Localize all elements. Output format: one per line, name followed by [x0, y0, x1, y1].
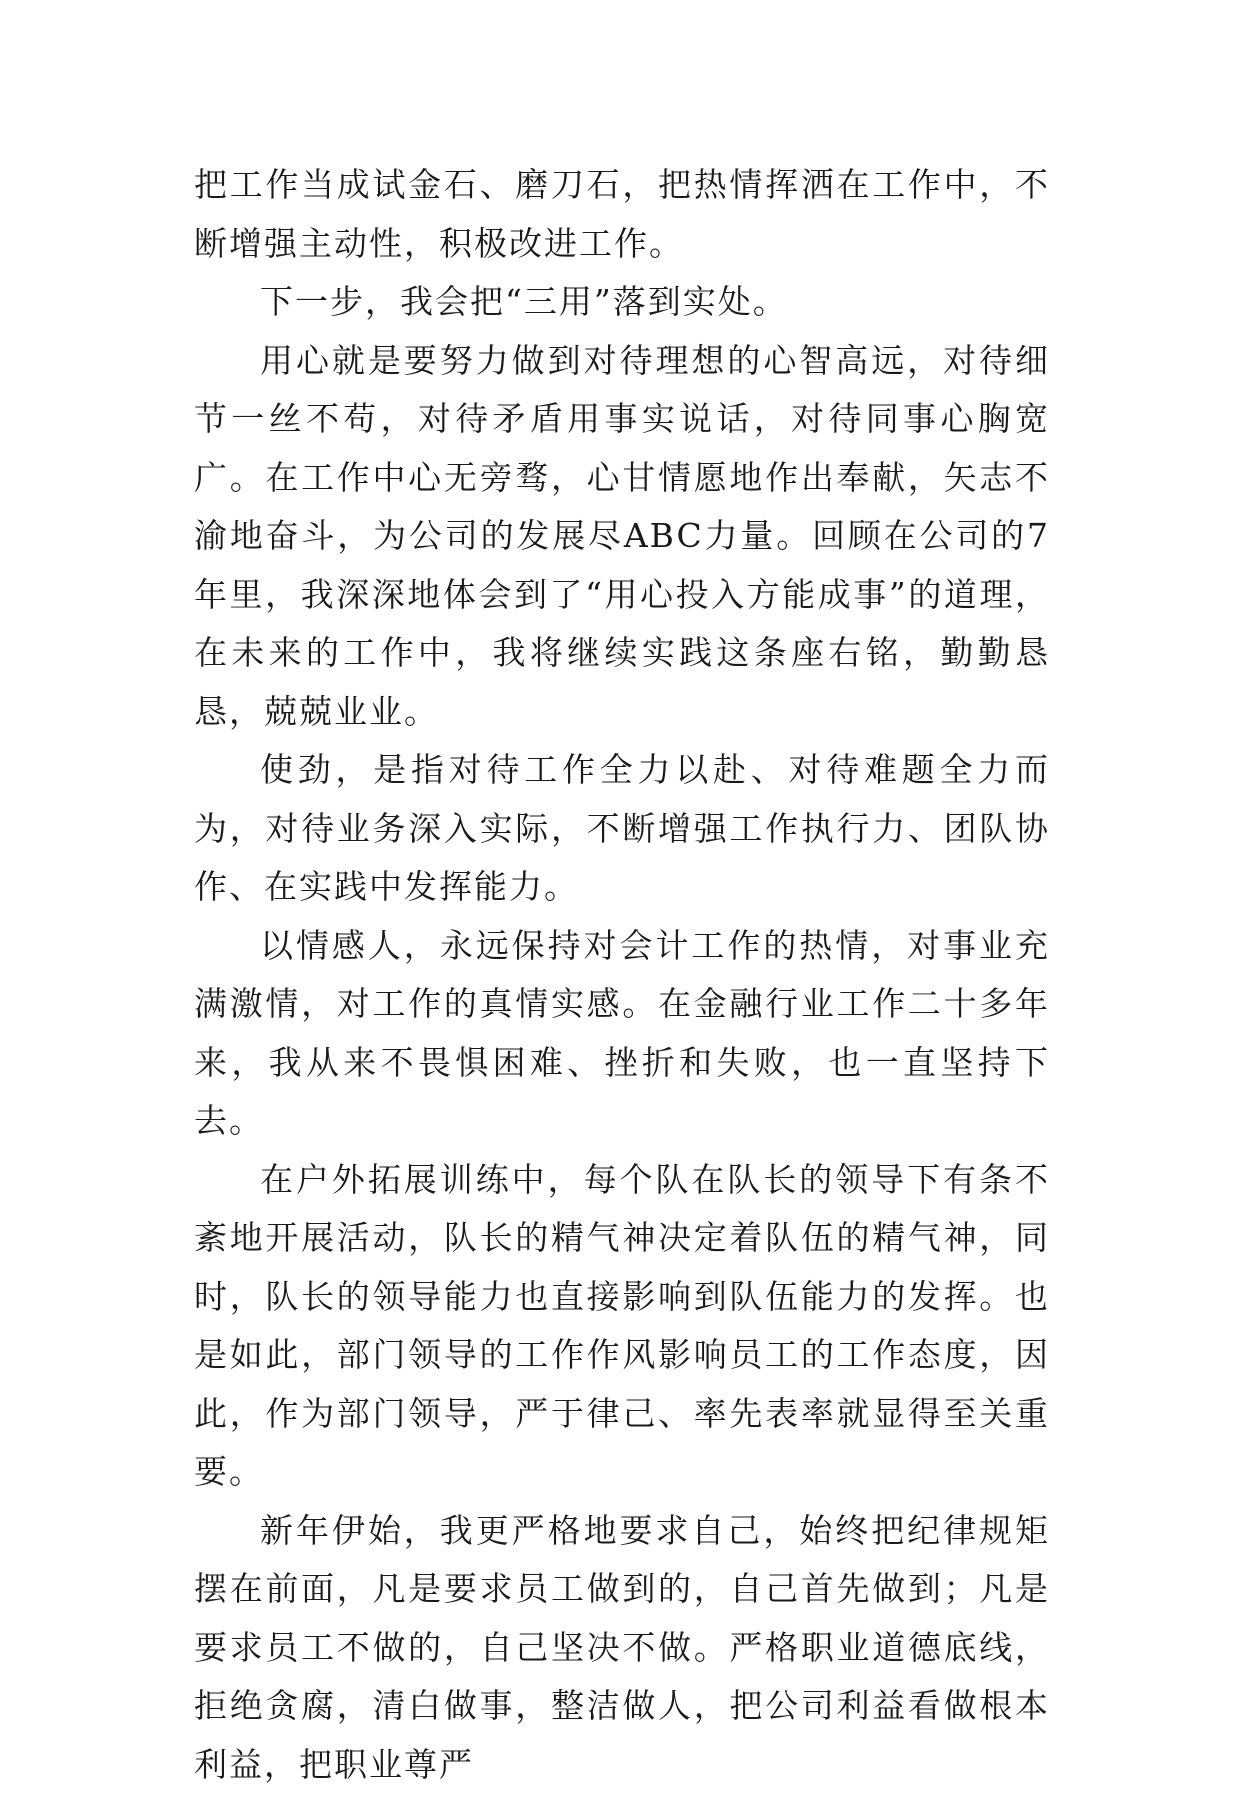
paragraph-6: 在户外拓展训练中，每个队在队长的领导下有条不紊地开展活动，队长的精气神决定着队伍的精气神，同时，队长的领导能力也直接影响到队伍能力的发挥。也是如此，部门领导的工作作风影响员工的工作态度，因此，作为部门领导，严于律己、率先表率就显得至关重要。 [194, 1151, 1050, 1502]
paragraph-2: 下一步，我会把“三用”落到实处。 [194, 273, 1050, 332]
paragraph-1: 把工作当成试金石、磨刀石，把热情挥洒在工作中，不断增强主动性，积极改进工作。 [194, 156, 1050, 273]
paragraph-7: 新年伊始，我更严格地要求自己，始终把纪律规矩摆在前面，凡是要求员工做到的，自己首先做到；凡是要求员工不做的，自己坚决不做。严格职业道德底线，拒绝贪腐，清白做事，整洁做人，把公司利益看做根本利益，把职业尊严 [194, 1502, 1050, 1794]
paragraph-3: 用心就是要努力做到对待理想的心智高远，对待细节一丝不苟，对待矛盾用事实说话，对待同事心胸宽广。在工作中心无旁骛，心甘情愿地作出奉献，矢志不渝地奋斗，为公司的发展尽ABC力量。回顾在公司的7年里，我深深地体会到了“用心投入方能成事”的道理，在未来的工作中，我将继续实践这条座右铭，勤勤恳恳，兢兢业业。 [194, 332, 1050, 742]
paragraph-4: 使劲，是指对待工作全力以赴、对待难题全力而为，对待业务深入实际，不断增强工作执行力、团队协作、在实践中发挥能力。 [194, 741, 1050, 917]
body-text [194, 156, 1050, 1794]
paragraph-5: 以情感人，永远保持对会计工作的热情，对事业充满激情，对工作的真情实感。在金融行业工作二十多年来，我从来不畏惧困难、挫折和失败，也一直坚持下去。 [194, 917, 1050, 1151]
